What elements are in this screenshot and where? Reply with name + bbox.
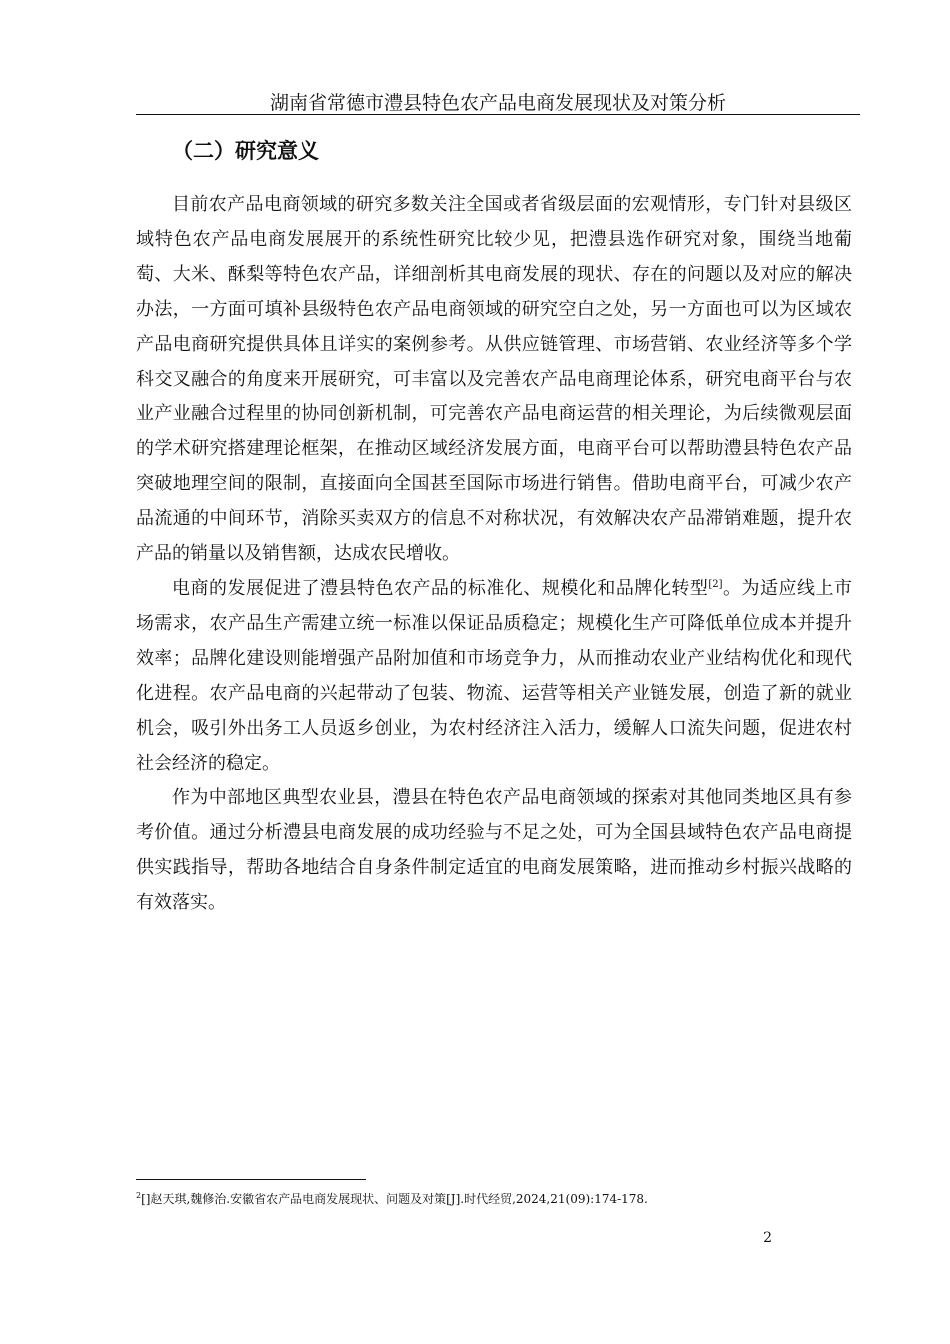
running-header: 湖南省常德市澧县特色农产品电商发展现状及对策分析 (269, 92, 726, 114)
citation-reference[interactable]: [2] (708, 578, 723, 590)
paragraph-transformation (136, 572, 852, 781)
page-number: 2 (763, 1230, 772, 1246)
paragraph-text: 。为适应线上市场需求，农产品生产需建立统一标准以保证品质稳定；规模化生产可降低单位成本并提升效率；品牌化建设则能增强产品附加值和市场竞争力，从而推动农业产业结构优化和现代化进程。农产品电商的兴起带动了包装、物流、运营等相关产业链发展，创造了新的就业机会，吸引外出务工人员返乡创业，为农村经济注入活力，缓解人口流失问题，促进农村社会经济的稳定。 (136, 577, 852, 774)
paragraph-reference-value: 作为中部地区典型农业县，澧县在特色农产品电商领域的探索对其他同类地区具有参考价值。通过分析澧县电商发展的成功经验与不足之处，可为全国县域特色农产品电商提供实践指导，帮助各地结合自身条件制定适宜的电商发展策略，进而推动乡村振兴战略的有效落实。 (136, 787, 852, 914)
footnote (136, 1190, 852, 1208)
paragraph-research-significance: 目前农产品电商领域的研究多数关注全国或者省级层面的宏观情形，专门针对县级区域特色农产品电商发展展开的系统性研究比较少见，把澧县选作研究对象，围绕当地葡萄、大米、酥梨等特色农产品，详细剖析其电商发展的现状、存在的问题以及对应的解决办法，一方面可填补县级特色农产品电商领域的研究空白之处，另一方面也可以为区域农产品电商研究提供具体且详实的案例参考。从供应链管理、市场营销、农业经济等多个学科交叉融合的角度来开展研究，可丰富以及完善农产品电商理论体系，研究电商平台与农业产业融合过程里的协同创新机制，可完善农产品电商运营的相关理论，为后续微观层面的学术研究搭建理论框架，在推动区域经济发展方面，电商平台可以帮助澧县特色农产品突破地理空间的限制，直接面向全国甚至国际市场进行销售。借助电商平台，可减少农产品流通的中间环节，消除买卖双方的信息不对称状况，有效解决农产品滞销难题，提升农产品的销量以及销售额，达成农民增收。 (136, 194, 852, 565)
footnote-text: []赵天琪,魏修治.安徽省农产品电商发展现状、问题及对策[J].时代经贸,2024,21(09):174-178. (141, 1192, 648, 1206)
paragraph-text: 电商的发展促进了澧县特色农产品的标准化、规模化和品牌化转型 (172, 577, 709, 599)
footnote-mark: 2 (136, 1191, 142, 1200)
body-text (136, 188, 852, 921)
footnote-rule (136, 1179, 366, 1180)
section-heading: （二）研究意义 (172, 139, 319, 163)
header-rule (136, 114, 860, 115)
